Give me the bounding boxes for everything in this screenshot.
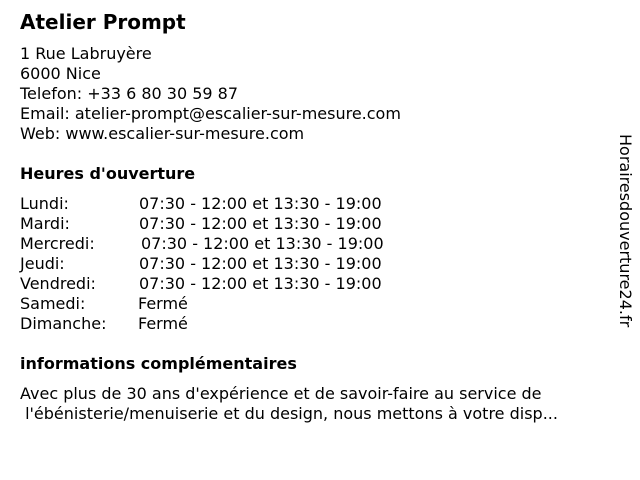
- additional-info-text: [20, 384, 620, 424]
- day-hours: 07:30 - 12:00 et 13:30 - 19:00: [141, 234, 384, 253]
- business-name: Atelier Prompt: [20, 10, 186, 34]
- day-hours: 07:30 - 12:00 et 13:30 - 19:00: [139, 254, 382, 273]
- hours-row-friday: [20, 274, 440, 294]
- hours-row-monday: [20, 194, 440, 214]
- day-hours: Fermé: [138, 294, 188, 313]
- hours-row-sunday: [20, 314, 440, 334]
- additional-info-heading: informations complémentaires: [20, 354, 297, 373]
- street-address: 1 Rue Labruyère: [20, 44, 152, 63]
- day-label: Mardi:: [20, 214, 70, 233]
- contact-block: [20, 44, 401, 144]
- email-address: Email: atelier-prompt@escalier-sur-mesure.com: [20, 104, 401, 123]
- day-label: Lundi:: [20, 194, 69, 213]
- info-line-2: l'ébénisterie/menuiserie et du design, nous mettons à votre disp...: [20, 404, 558, 423]
- day-label: Samedi:: [20, 294, 86, 313]
- hours-row-saturday: [20, 294, 440, 314]
- hours-row-tuesday: [20, 214, 440, 234]
- city-address: 6000 Nice: [20, 64, 101, 83]
- phone-number: Telefon: +33 6 80 30 59 87: [20, 84, 239, 103]
- opening-hours-table: [20, 194, 440, 334]
- day-hours: 07:30 - 12:00 et 13:30 - 19:00: [139, 194, 382, 213]
- info-line-1: Avec plus de 30 ans d'expérience et de savoir-faire au service de: [20, 384, 542, 403]
- hours-row-wednesday: [20, 234, 440, 254]
- day-hours: Fermé: [138, 314, 188, 333]
- hours-row-thursday: [20, 254, 440, 274]
- day-label: Vendredi:: [20, 274, 96, 293]
- opening-hours-heading: Heures d'ouverture: [20, 164, 196, 183]
- day-label: Mercredi:: [20, 234, 95, 253]
- day-label: Jeudi:: [20, 254, 65, 273]
- website: Web: www.escalier-sur-mesure.com: [20, 124, 305, 143]
- day-label: Dimanche:: [20, 314, 107, 333]
- brand-watermark: Horairesdouverture24.fr: [616, 134, 635, 328]
- day-hours: 07:30 - 12:00 et 13:30 - 19:00: [139, 274, 382, 293]
- day-hours: 07:30 - 12:00 et 13:30 - 19:00: [139, 214, 382, 233]
